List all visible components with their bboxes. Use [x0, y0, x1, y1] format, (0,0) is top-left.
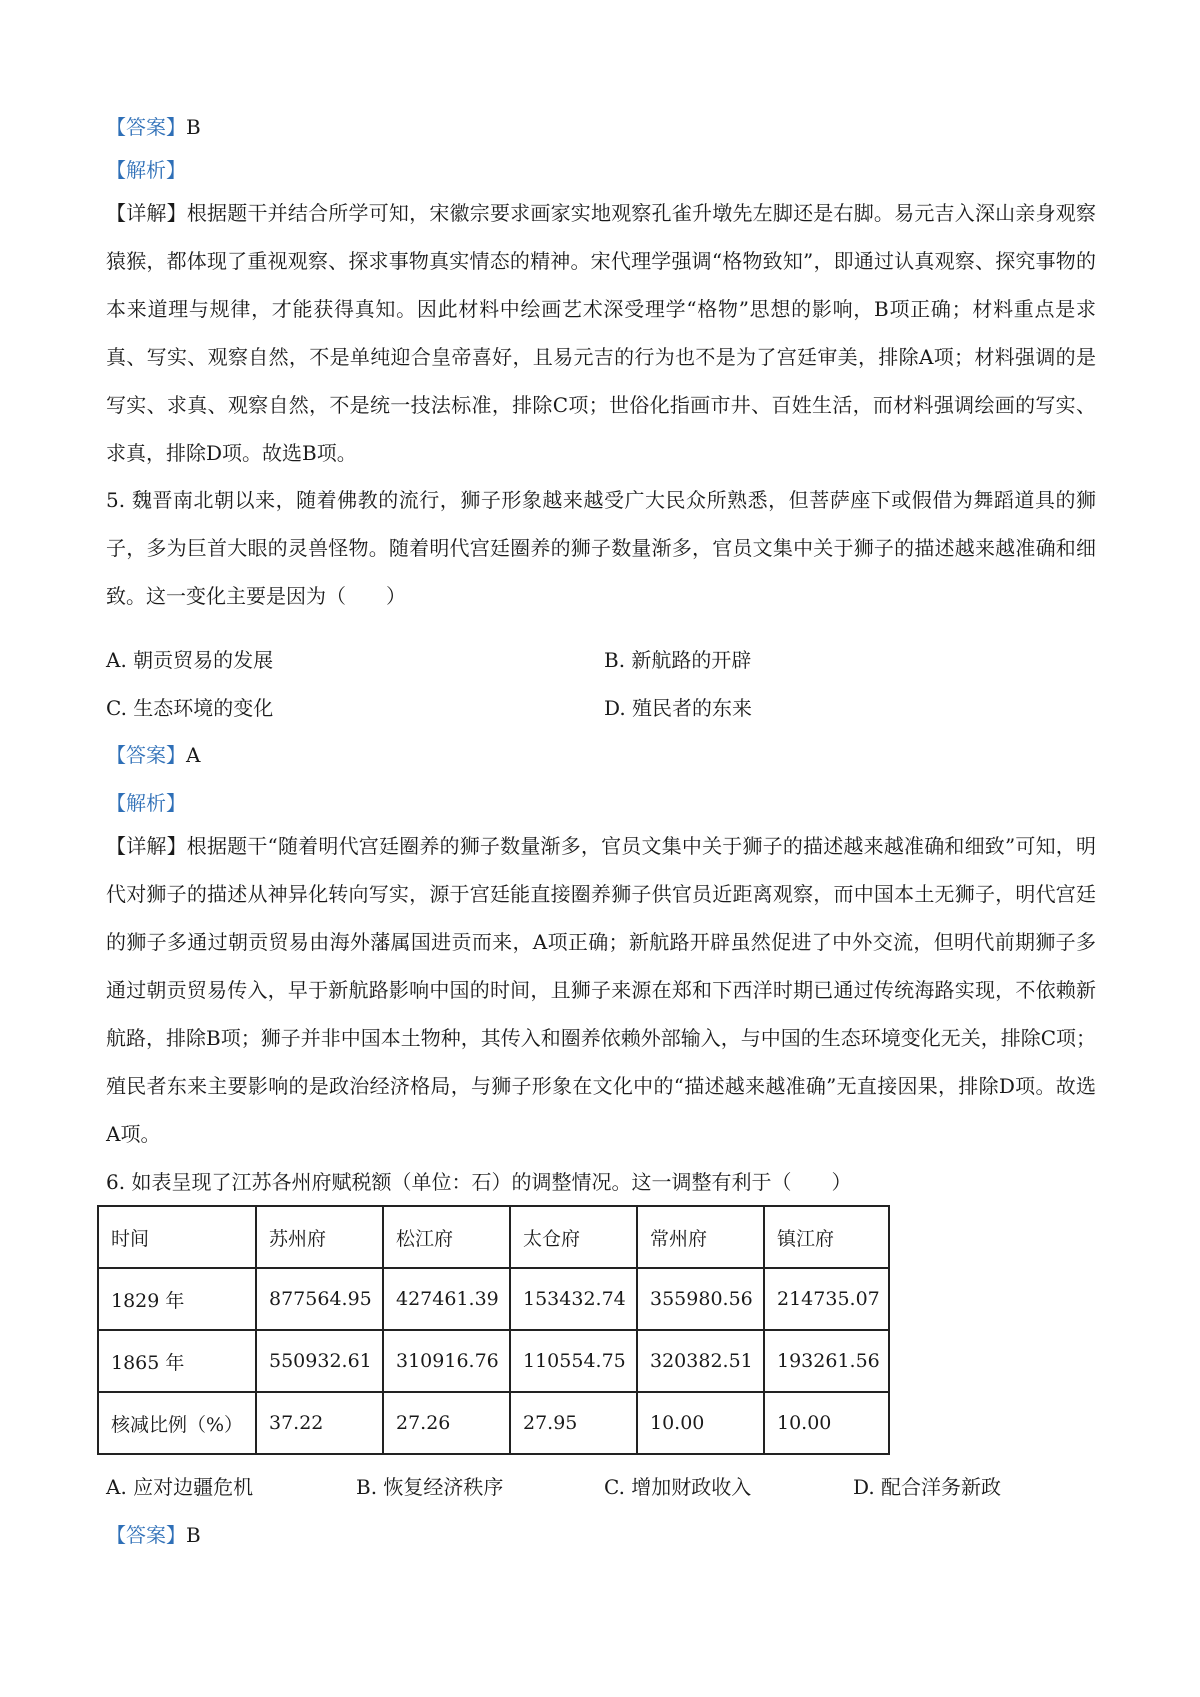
q4-answer-value: B	[186, 115, 201, 139]
q5-option-b: B. 新航路的开辟	[604, 648, 752, 672]
table-cell: 核减比例（%）	[98, 1392, 256, 1454]
q6-answer-line	[106, 1523, 1096, 1547]
q5-option-a: A. 朝贡贸易的发展	[106, 648, 274, 672]
table-header-cell: 常州府	[637, 1206, 764, 1268]
table-cell: 10.00	[637, 1392, 764, 1454]
table-cell: 877564.95	[256, 1268, 383, 1330]
q4-analysis-tag	[106, 158, 1096, 182]
q5-option-c: C. 生态环境的变化	[106, 696, 274, 720]
table-row	[98, 1392, 889, 1454]
table-header-cell: 时间	[98, 1206, 256, 1268]
q5-detail-paragraph	[106, 822, 1096, 1158]
table-cell: 27.26	[383, 1392, 510, 1454]
q4-answer-tag: 【答案】	[106, 115, 186, 139]
q6-stem: 6. 如表呈现了江苏各州府赋税额（单位：石）的调整情况。这一调整有利于（ ）	[106, 1170, 852, 1194]
table-cell: 550932.61	[256, 1330, 383, 1392]
q5-option-d: D. 殖民者的东来	[604, 696, 753, 720]
table-cell: 355980.56	[637, 1268, 764, 1330]
table-cell: 1829 年	[98, 1268, 256, 1330]
table-cell: 110554.75	[510, 1330, 637, 1392]
q6-option-d: D. 配合洋务新政	[853, 1475, 1002, 1499]
q5-analysis-label: 【解析】	[106, 791, 186, 815]
q4-analysis-label: 【解析】	[106, 158, 186, 182]
table-header-cell: 太仓府	[510, 1206, 637, 1268]
q4-detail-text: 根据题干并结合所学可知，宋徽宗要求画家实地观察孔雀升墩先左脚还是右脚。易元吉入深山亲身观察猿猴，都体现了重视观察、探求事物真实情态的精神。宋代理学强调“格物致知”，即通过认真观察、探究事物的本来道理与规律，才能获得真知。因此材料中绘画艺术深受理学“格物”思想的影响，B项正确；材料重点是求真、写实、观察自然，不是单纯迎合皇帝喜好，且易元吉的行为也不是为了宫廷审美，排除A项；材料强调的是写实、求真、观察自然，不是统一技法标准，排除C项；世俗化指画市井、百姓生活，而材料强调绘画的写实、求真，排除D项。故选B项。	[106, 201, 1097, 465]
table-cell: 310916.76	[383, 1330, 510, 1392]
table-cell: 27.95	[510, 1392, 637, 1454]
table-cell: 10.00	[764, 1392, 889, 1454]
q5-answer-value: A	[186, 743, 201, 767]
q5-detail-tag: 【详解】	[106, 834, 187, 858]
table-cell: 37.22	[256, 1392, 383, 1454]
q6-option-a: A. 应对边疆危机	[106, 1475, 254, 1499]
table-cell: 320382.51	[637, 1330, 764, 1392]
q5-answer-tag: 【答案】	[106, 743, 186, 767]
q4-detail-paragraph	[106, 189, 1096, 477]
q5-analysis-tag	[106, 791, 1096, 815]
table-cell: 427461.39	[383, 1268, 510, 1330]
q6-answer-tag: 【答案】	[106, 1523, 186, 1547]
table-cell: 193261.56	[764, 1330, 889, 1392]
table-row	[98, 1268, 889, 1330]
q5-stem: 5. 魏晋南北朝以来，随着佛教的流行，狮子形象越来越受广大民众所熟悉，但菩萨座下或假借为舞蹈道具的狮子，多为巨首大眼的灵兽怪物。随着明代宫廷圈养的狮子数量渐多，官员文集中关于狮子的描述越来越准确和细致。这一变化主要是因为（ ）	[106, 488, 1096, 608]
q5-detail-text: 根据题干“随着明代宫廷圈养的狮子数量渐多，官员文集中关于狮子的描述越来越准确和细致”可知，明代对狮子的描述从神异化转向写实，源于宫廷能直接圈养狮子供官员近距离观察，而中国本土无狮子，明代宫廷的狮子多通过朝贡贸易由海外藩属国进贡而来，A项正确；新航路开辟虽然促进了中外交流，但明代前期狮子多通过朝贡贸易传入，早于新航路影响中国的时间，且狮子来源在郑和下西洋时期已通过传统海路实现，不依赖新航路，排除B项；狮子并非中国本土物种，其传入和圈养依赖外部输入，与中国的生态环境变化无关，排除C项；殖民者东来主要影响的是政治经济格局，与狮子形象在文化中的“描述越来越准确”无直接因果，排除D项。故选A项。	[106, 834, 1096, 1146]
q6-answer-value: B	[186, 1523, 201, 1547]
tax-table	[97, 1205, 890, 1455]
q6-option-b: B. 恢复经济秩序	[356, 1475, 504, 1499]
table-cell: 1865 年	[98, 1330, 256, 1392]
q4-detail-tag: 【详解】	[106, 201, 187, 225]
table-header-row	[98, 1206, 889, 1268]
table-header-cell: 镇江府	[764, 1206, 889, 1268]
table-row	[98, 1330, 889, 1392]
table-cell: 153432.74	[510, 1268, 637, 1330]
q5-answer-line	[106, 743, 1096, 767]
table-cell: 214735.07	[764, 1268, 889, 1330]
q4-answer-line	[106, 115, 1096, 139]
q6-option-c: C. 增加财政收入	[604, 1475, 752, 1499]
table-header-cell: 苏州府	[256, 1206, 383, 1268]
table-header-cell: 松江府	[383, 1206, 510, 1268]
